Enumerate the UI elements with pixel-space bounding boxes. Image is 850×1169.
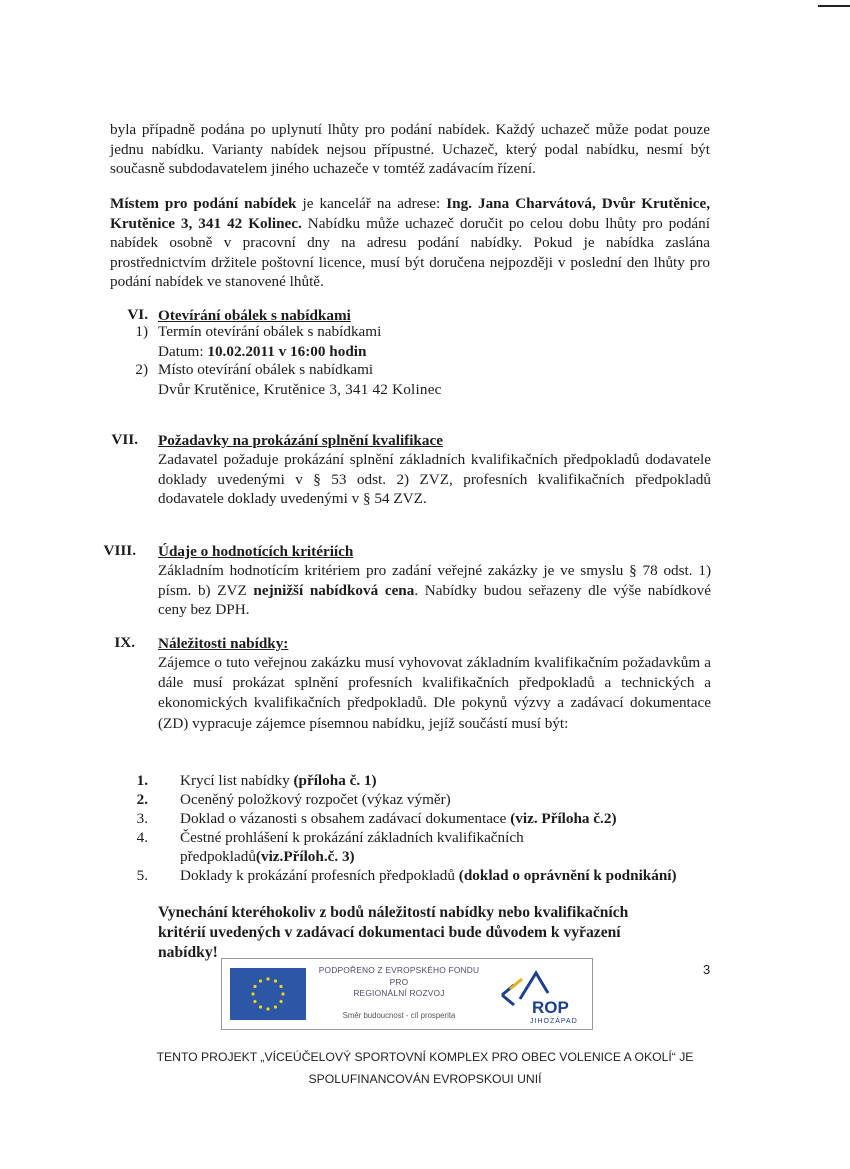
eu-star-icon bbox=[279, 985, 282, 988]
list-item-4-text: Čestné prohlášení k prokázání základních kvalifikačních předpokladů bbox=[180, 829, 524, 865]
section-9-title bbox=[158, 634, 288, 654]
paragraph-submission-rules bbox=[110, 120, 710, 179]
list-item-1-number: 1. bbox=[136, 772, 148, 789]
submission-address: Ing. Jana Charvátová, Dvůr Krutěnice, Krutěnice 3, 341 42 Kolinec. bbox=[110, 195, 710, 232]
list-item-3-bold: (viz. Příloha č.2) bbox=[510, 810, 617, 827]
list-item-5 bbox=[180, 866, 677, 886]
rop-wordmark: ROP bbox=[532, 998, 569, 1017]
section-6-number: VI. bbox=[127, 306, 148, 323]
paragraph-submission-place bbox=[110, 194, 710, 292]
section-8-text bbox=[158, 561, 711, 620]
submission-place-lead: Místem pro podání nabídek bbox=[110, 195, 297, 212]
section-6-item-1-date bbox=[158, 342, 381, 362]
logo-text bbox=[314, 965, 484, 1000]
section-8-text-part-b: . Nabídky budou seřazeny dle výše nabídkové ceny bez DPH. bbox=[158, 581, 711, 618]
list-item-2 bbox=[180, 790, 451, 810]
section-6-item-1-number: 1) bbox=[135, 323, 148, 340]
section-6-item-2 bbox=[158, 360, 442, 399]
submission-place-rest: Nabídku může uchazeč doručit po celou dobu lhůty pro podání nabídek osobně v pracovní dny na adresu podání nabídky. Pokud je nabídka zaslána prostřednictvím držitele poštovní licence, musí být doručena nejpozději v poslední den lhůty pro podání nabídek ve stanovené lhůtě. bbox=[110, 214, 710, 290]
eu-star-icon bbox=[274, 1005, 277, 1008]
eu-star-icon bbox=[281, 992, 284, 995]
footer-line-2: SPOLUFINANCOVÁN EVROPSKOUI UNIÍ bbox=[308, 1072, 542, 1086]
list-item-4 bbox=[180, 828, 560, 866]
eu-funding-logo bbox=[221, 958, 593, 1030]
logo-slogan: Směr budoucnost - cíl prosperita bbox=[342, 1011, 456, 1020]
list-item-4-bold: (viz.Příloh.č. 3) bbox=[255, 848, 355, 865]
list-item-2-text: Oceněný položkový rozpočet (výkaz výměr) bbox=[180, 791, 451, 808]
date-label: Datum: bbox=[158, 342, 208, 360]
list-item-1-text: Krycí list nabídky bbox=[180, 772, 294, 789]
list-item-3-number: 3. bbox=[136, 810, 148, 827]
section-6-item-1-text: Termín otevírání obálek s nabídkami bbox=[158, 323, 382, 340]
rop-logo bbox=[492, 965, 587, 1025]
eu-star-icon bbox=[251, 992, 254, 995]
date-value: 10.02.2011 v 16:00 hodin bbox=[207, 342, 367, 360]
eu-star-icon bbox=[274, 979, 277, 982]
section-7-title bbox=[158, 431, 443, 451]
page-number: 3 bbox=[703, 962, 711, 977]
disqualification-warning: Vynechání kteréhokoliv z bodů náležitostí nabídky nebo kvalifikačních kritérií uvedených v zadávací dokumentaci bude důvodem k vyřazení nabídky! bbox=[158, 904, 629, 961]
submission-place-connector: je kancelář na adrese: bbox=[296, 195, 447, 212]
eu-star-icon bbox=[259, 979, 262, 982]
rop-subtitle: JIHOZÁPAD bbox=[530, 1018, 578, 1025]
list-item-5-text: Doklady k prokázání profesních předpokladů bbox=[180, 867, 459, 884]
footer-line-1: TENTO PROJEKT „VÍCEÚČELOVÝ SPORTOVNÍ KOMPLEX PRO OBEC VOLENICE A OKOLÍ“ JE bbox=[156, 1050, 694, 1064]
eu-star-icon bbox=[253, 1000, 256, 1003]
section-8-number: VIII. bbox=[103, 542, 136, 559]
section-8-lowest-price: nejnižší nabídková cena bbox=[253, 581, 415, 599]
logo-line-2: PRO bbox=[389, 976, 409, 987]
list-item-4-number: 4. bbox=[136, 829, 148, 846]
section-7-text: Zadavatel požaduje prokázání splnění základních kvalifikačních předpokladů dodavatele doklady uvedenými v § 53 odst. 2) ZVZ, profesních kvalifikačních předpokladů dodavatele doklady uvedenými v § 54 ZVZ. bbox=[158, 451, 711, 507]
footer-project-note bbox=[0, 1046, 850, 1090]
list-item-2-number: 2. bbox=[136, 791, 148, 808]
list-item-5-number: 5. bbox=[136, 867, 148, 884]
section-9-number: IX. bbox=[114, 634, 135, 651]
section-9-title-text: Náležitosti nabídky: bbox=[158, 635, 289, 652]
eu-star-icon bbox=[279, 1000, 282, 1003]
section-6-item-2-place: Dvůr Krutěnice, Krutěnice 3, 341 42 Kolinec bbox=[158, 380, 442, 398]
section-6-item-1 bbox=[158, 322, 381, 361]
section-8-title-text: Údaje o hodnotících kritériích bbox=[158, 543, 354, 560]
section-6-item-2-text: Místo otevírání obálek s nabídkami bbox=[158, 361, 374, 378]
list-item-1-bold: (příloha č. 1) bbox=[293, 772, 377, 789]
eu-star-icon bbox=[253, 985, 256, 988]
section-6-item-2-number: 2) bbox=[135, 361, 148, 378]
section-8-text-part-a: Základním hodnotícím kritériem pro zadání veřejné zakázky je ve smyslu § 78 odst. 1) písm. b) ZVZ bbox=[158, 562, 711, 599]
logo-line-3: REGIONÁLNÍ ROZVOJ bbox=[353, 988, 445, 998]
list-item-1 bbox=[180, 771, 377, 791]
logo-line-1: PODPOŘENO Z EVROPSKÉHO FONDU bbox=[318, 965, 480, 975]
section-9-text: Zájemce o tuto veřejnou zakázku musí vyhovovat základním kvalifikačním požadavkům a dále musí prokázat splnění profesních kvalifikačních předpokladů a technických a ekonomických kvalifikačních předpokladů. Dle pokynů výzvy a zadávací dokumentace (ZD) vypracuje zájemce písemnou nabídku, jejíž součástí musí být: bbox=[158, 654, 711, 732]
eu-flag-icon bbox=[230, 968, 306, 1020]
section-8-title bbox=[158, 542, 353, 562]
list-item-3-text: Doklad o vázanosti s obsahem zadávací dokumentace bbox=[180, 810, 511, 827]
eu-star-icon bbox=[259, 1005, 262, 1008]
paragraph-text: byla případně podána po uplynutí lhůty pro podání nabídek. Každý uchazeč může podat pouze jednu nabídku. Varianty nabídek nejsou přípustné. Uchazeč, který podal nabídku, nesmí být současně subdodavatelem jiného uchazeče v tomtéž zadávacím řízení. bbox=[110, 121, 710, 177]
eu-star-icon bbox=[266, 977, 269, 980]
list-item-3 bbox=[180, 809, 617, 829]
eu-star-icon bbox=[266, 1007, 269, 1010]
section-6-title-text: Otevírání obálek s nabídkami bbox=[158, 307, 351, 324]
section-7-number: VII. bbox=[111, 431, 138, 448]
list-item-5-bold: (doklad o oprávnění k podnikání) bbox=[458, 867, 677, 884]
section-7-title-text: Požadavky na prokázání splnění kvalifikace bbox=[158, 432, 443, 449]
